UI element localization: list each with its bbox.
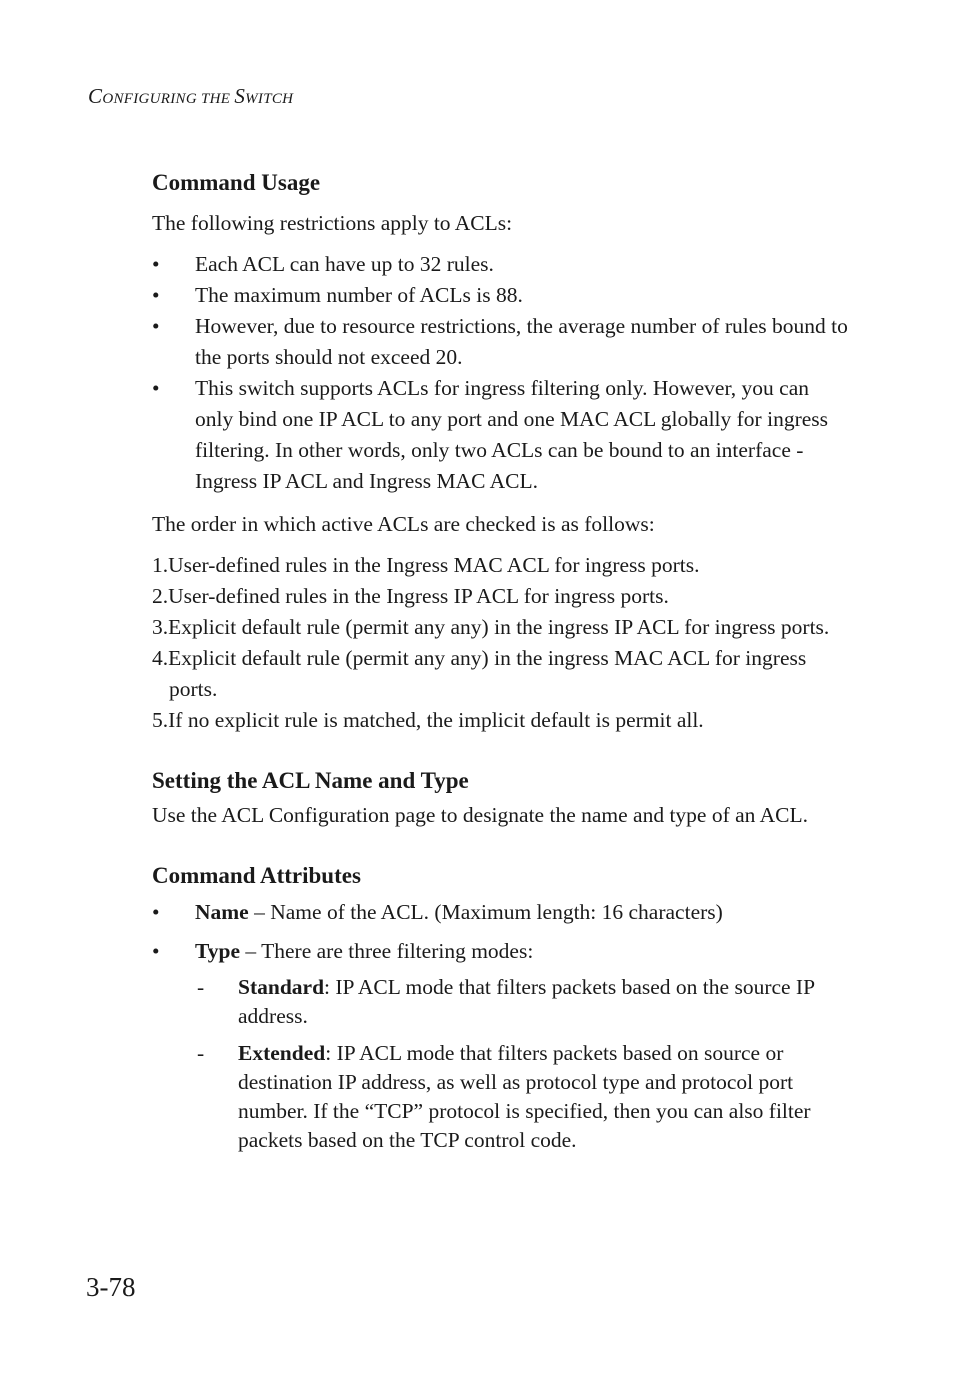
list-item: • This switch supports ACLs for ingress filtering only. However, you can only bind one IP ACL to any port and one MAC ACL globally for ingress filtering. In other words, only two ACLs can be bound to an interface - Ingress IP ACL and Ingress MAC ACL. [152,373,852,497]
list-item: • The maximum number of ACLs is 88. [152,280,852,311]
mode-item [195,1039,852,1155]
list-item: 5.If no explicit rule is matched, the implicit default is permit all. [152,708,704,732]
header-cap-1: C [88,84,103,108]
mode-term: Standard [238,975,325,999]
header-rest-2: WITCH [245,91,294,107]
acl-name-type-body: Use the ACL Configuration page to designate the name and type of an ACL. [152,803,808,827]
attr-name-item [152,897,852,928]
list-item: 2.User-defined rules in the Ingress IP ACL for ingress ports. [152,584,669,608]
acl-name-type-heading: Setting the ACL Name and Type [152,768,469,793]
attr-type-item [152,936,852,1155]
list-item: 1.User-defined rules in the Ingress MAC ACL for ingress ports. [152,553,700,577]
header-cap-2: S [234,84,246,108]
mode-desc: : IP ACL mode that filters packets based on source or destination IP address, as well as protocol type and protocol port number. If the “TCP” protocol is specified, then you can also filter packets based on the TCP control code. [238,1041,811,1152]
mode-desc: : IP ACL mode that filters packets based on the source IP address. [238,975,815,1028]
list-item: 3.Explicit default rule (permit any any) in the ingress IP ACL for ingress ports. [152,615,830,639]
header-rest-1: ONFIGURING THE [102,91,235,107]
attributes-list [152,897,852,1155]
command-attributes-section [152,861,852,1155]
attr-desc: – There are three filtering modes: [240,939,534,963]
list-item: • Each ACL can have up to 32 rules. [152,249,852,280]
modes-list [195,973,852,1155]
list-item: 4.Explicit default rule (permit any any) in the ingress MAC ACL for ingress ports. [152,646,807,701]
page-content [152,168,852,1163]
acl-name-type-section [152,766,852,831]
order-list [152,550,852,736]
list-item: • However, due to resource restrictions, the average number of rules bound to the ports should not exceed 20. [152,311,852,373]
running-header [88,84,293,109]
mode-term: Extended [238,1041,326,1065]
mode-item [195,973,852,1031]
command-attributes-heading: Command Attributes [152,863,361,888]
attr-term: Name [195,900,249,924]
command-usage-heading: Command Usage [152,170,321,195]
order-intro: The order in which active ACLs are checked is as follows: [152,512,655,536]
restrictions-intro: The following restrictions apply to ACLs: [152,211,513,235]
restrictions-list [152,249,852,497]
page-number: 3-78 [86,1272,136,1302]
attr-term: Type [195,939,240,963]
attr-desc: – Name of the ACL. (Maximum length: 16 characters) [248,900,723,924]
